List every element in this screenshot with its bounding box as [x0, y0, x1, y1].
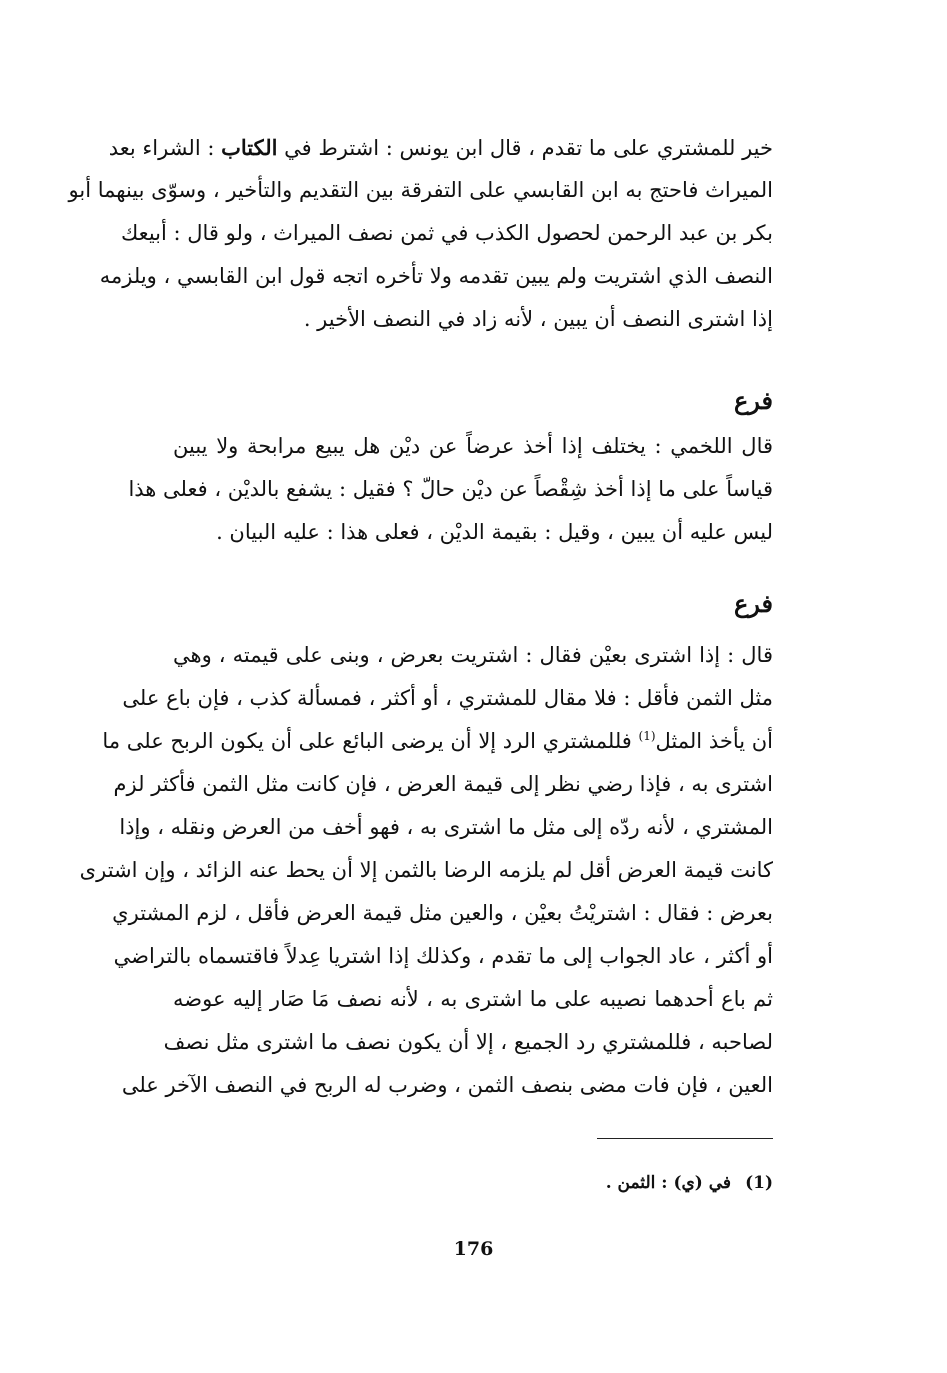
- text-line: [108, 126, 773, 169]
- text-line: إذا اشترى النصف أن يبين ، لأنه زاد في النصف الأخير .: [303, 307, 773, 331]
- footnote-text: في (ي) : الثمن .: [605, 1173, 732, 1193]
- text-line: أو أكثر ، عاد الجواب إلى ما تقدم ، وكذلك إذا اشتريا عِدلاً فاقتسماه بالتراضي: [113, 944, 773, 968]
- text-line: قياساً على ما إذا أخذ شِقْصاً عن ديْن حالّ ؟ فقيل : يشفع بالديْن ، فعلى هذا: [128, 477, 773, 501]
- text-segment: فللمشتري الرد إلا أن يرضى البائع على أن يكون الربح على ما: [102, 729, 639, 753]
- footnote: [606, 1168, 773, 1198]
- text-line: قال : إذا اشترى بعيْن فقال : اشتريت بعرض ، وبنى على قيمته ، وهي: [173, 643, 773, 667]
- text-line: ليس عليه أن يبين ، وقيل : بقيمة الديْن ، فعلى هذا : عليه البيان .: [216, 520, 773, 544]
- text-line: كانت قيمة العرض أقل لم يلزمه الرضا بالثمن إلا أن يحط عنه الزائد ، وإن اشترى: [79, 858, 773, 882]
- text-line: مثل الثمن فأقل : فلا مقال للمشتري ، أو أكثر ، فمسألة كذب ، فإن باع على: [122, 686, 773, 710]
- footnote-reference: (1): [638, 729, 656, 743]
- text-line: قال اللخمي : يختلف إذا أخذ عرضاً عن ديْن هل يبيع مرابحة ولا يبين: [173, 434, 774, 458]
- text-line: اشترى به ، فإذا رضي نظر إلى قيمة العرض ، فإن كانت مثل الثمن فأكثر لزم: [113, 772, 773, 796]
- paragraph-2: [128, 425, 774, 554]
- text-line: بكر بن عبد الرحمن لحصول الكذب في ثمن نصف الميراث ، ولو قال : أبيعك: [120, 221, 773, 245]
- text-line: ثم باع أحدهما نصيبه على ما اشترى به ، لأنه نصف مَا صَار إليه عوضه: [173, 987, 773, 1011]
- footnote-number: (1): [745, 1173, 773, 1193]
- paragraph-1: [68, 126, 773, 341]
- page-number: 176: [453, 1238, 494, 1260]
- text-line: النصف الذي اشتريت ولم يبين تقدمه ولا تأخره اتجه قول ابن القابسي ، ويلزمه: [99, 264, 773, 288]
- text-line: العين ، فإن فات مضى بنصف الثمن ، وضرب له الربح في النصف الآخر على: [121, 1073, 773, 1097]
- text-line: المشتري ، لأنه ردّه إلى مثل ما اشترى به ، فهو أخف من العرض ونقله ، وإذا: [119, 815, 773, 839]
- text-segment: : الشراء بعد: [108, 136, 222, 160]
- text-segment: أن يأخذ المثل: [655, 729, 773, 753]
- book-reference-bold: الكتاب: [221, 135, 278, 160]
- section-heading: فرع: [733, 386, 773, 415]
- text-line: بعرض : فقال : اشتريْتُ بعيْن ، والعين مثل قيمة العرض فأقل ، لزم المشتري: [112, 901, 773, 925]
- section-heading: فرع: [733, 589, 773, 618]
- text-line: [102, 720, 773, 763]
- text-line: لصاحبه ، فللمشتري رد الجميع ، إلا أن يكون نصف ما اشترى مثل نصف: [163, 1030, 773, 1054]
- paragraph-3: [79, 634, 773, 1107]
- text-segment: خير للمشتري على ما تقدم ، قال ابن يونس : اشترط في: [277, 136, 773, 160]
- footnote-divider: [597, 1138, 773, 1139]
- text-line: الميراث فاحتج به ابن القابسي على التفرقة بين التقديم والتأخير ، وسوّى بينهما أبو: [68, 178, 773, 202]
